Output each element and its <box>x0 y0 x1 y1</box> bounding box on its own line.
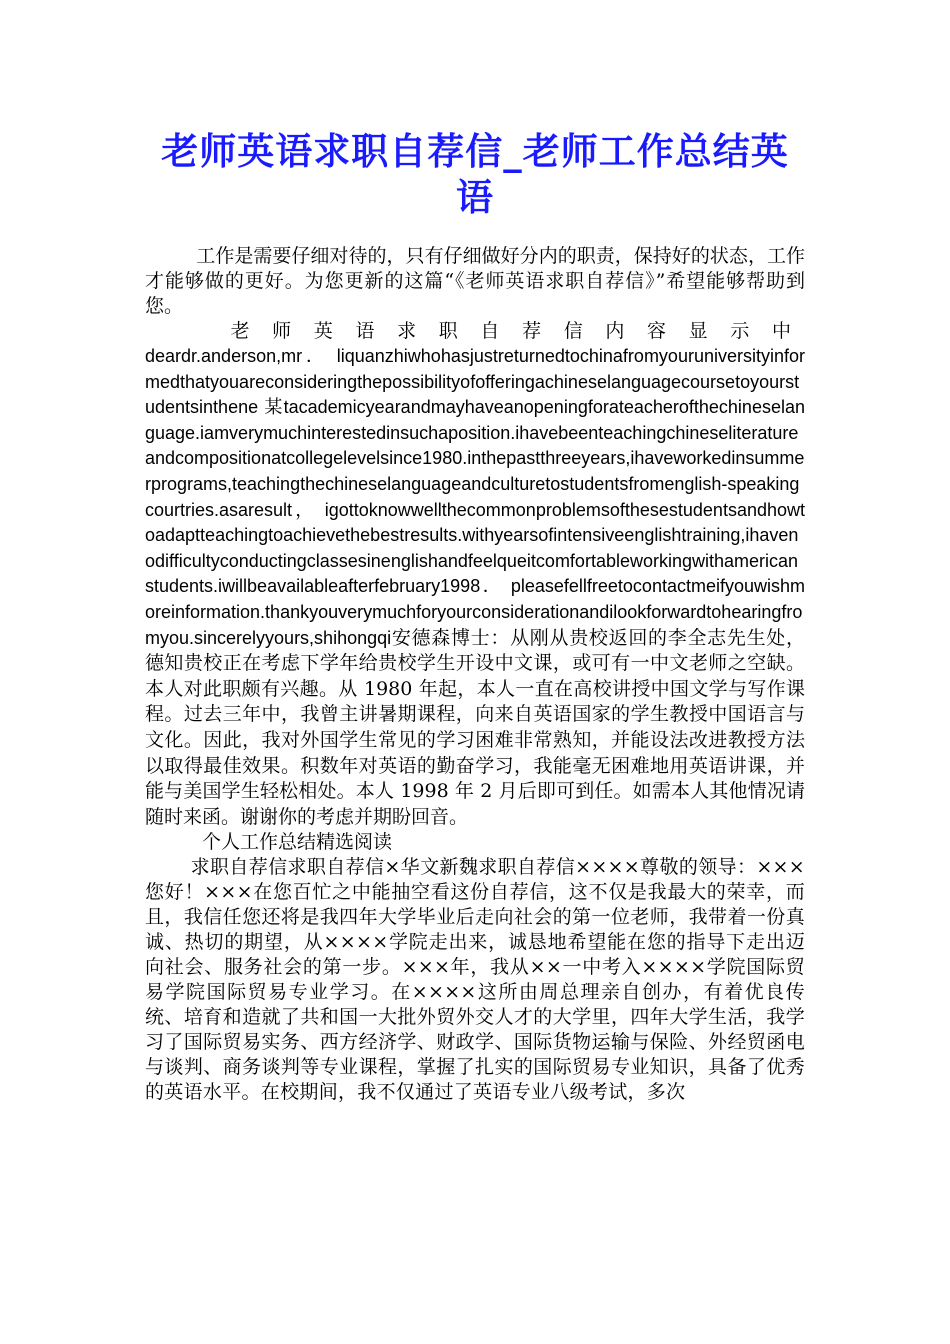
chinese-translation-text: 安德森博士：从刚从贵校返回的李全志先生处，德知贵校正在考虑下学年给贵校学生开设中文课，或可有一中文老师之空缺。本人对此职颇有兴趣。从 1980 年起，本人一直在高校讲授中国文学与写作课程。过去三年中，我曾主讲暑期课程，向来自英语国家的学生教授中国语言与文化。因此，我对外国学生常见的学习困难非常熟知，并能设法改进教授方法以取得最佳效果。积数年对英语的勤奋学习，我能毫无困难地用英语讲课，并能与美国学生轻松相处。本人 1998 年 2 月后即可到任。如需本人其他情况请随时来函。谢谢你的考虑并期盼回音。 <box>145 626 805 828</box>
content-heading: 老师英语求职自荐信内容显示中 <box>230 320 805 342</box>
intro-paragraph: 工作是需要仔细对待的，只有仔细做好分内的职责，保持好的状态，工作才能够做的更好。为您更新的这篇“《老师英语求职自荐信》”希望能够帮助到您。 <box>145 245 805 317</box>
english-letter-paragraph <box>145 344 805 830</box>
document-page <box>145 128 805 1105</box>
section-heading: 个人工作总结精选阅读 <box>202 831 393 854</box>
document-body <box>145 244 805 1105</box>
english-letter-text: deardr.anderson,mr． liquanzhiwhohasjustreturnedtochinafromyouruniversityinformedthatyouareconsideringthepossibilityofofferingachineselanguagecoursetoyourstudentsinthene 某tacademicyearandmayhaveanopeningforateacherofthechineselanguage.iamverymuchinterestedinsuchaposition.ihavebeenteachingchineseliteratureandcompositionatcollegelevelsince1980.inthepastthreeyears,ihaveworkedinsummerprograms,teachingthechineselanguageandculturetostudentsfromenglish-speakingcourtries.asaresult， igottoknowwellthecommonproblemsofthesestudentsandhowtoadaptteachingtoachievethebestresults.withyearsofintensiveenglishtraining,ihavenodifficultyconductingclassesinenglishandfeelqueitcomfortableworkingwithamericanstudents.iwillbeavailableafterfebruary1998． pleasefellfreetocontactmeifyouwishmoreinformation.thankyouverymuchforyourconsiderationandilookforwardtohearingfromyou.sincerelyyours,shihongqi <box>145 346 805 648</box>
second-paragraph: 求职自荐信求职自荐信×华文新魏求职自荐信××××尊敬的领导：×××您好！×××在您百忙之中能抽空看这份自荐信，这不仅是我最大的荣幸，而且，我信任您还将是我四年大学毕业后走向社会的第一位老师，我带着一份真诚、热切的期望，从××××学院走出来，诚恳地希望能在您的指导下走出迈向社会、服务社会的第一步。×××年，我从××一中考入××××学院国际贸易学院国际贸易专业学习。在××××这所由周总理亲自创办，有着优良传统、培育和造就了共和国一大批外贸外交人才的大学里，四年大学生活，我学习了国际贸易实务、西方经济学、财政学、国际货物运输与保险、外经贸函电与谈判、商务谈判等专业课程，掌握了扎实的国际贸易专业知识，具备了优秀的英语水平。在校期间，我不仅通过了英语专业八级考试，多次 <box>145 856 805 1104</box>
document-title: 老师英语求职自荐信_老师工作总结英语 <box>161 129 789 219</box>
